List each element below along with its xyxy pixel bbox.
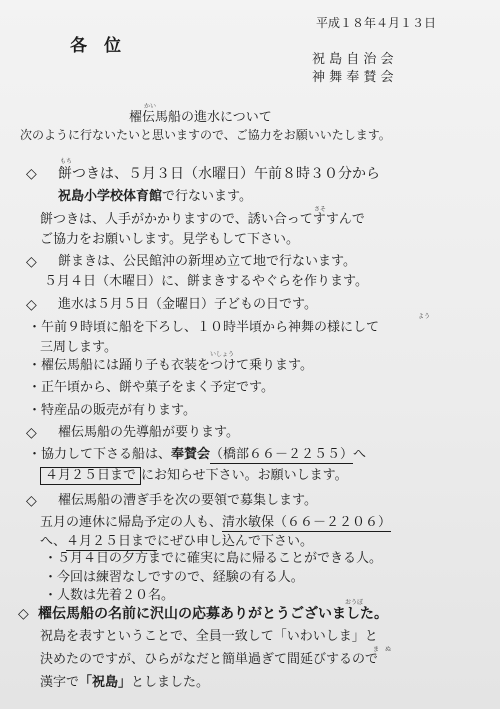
issue-date: 平成１８年４月１３日 bbox=[316, 16, 437, 30]
nu-ruby: ぬ bbox=[385, 646, 392, 653]
contact-hashibe: （橋部６６－２２５５） bbox=[210, 447, 354, 462]
rowers-line-2: へ、４月２５日までにぜひ申し込んで下さい。 bbox=[40, 534, 314, 549]
sender-housankai: 神 舞 奉 賛 会 bbox=[312, 70, 394, 85]
diamond-marker: ◇ bbox=[26, 254, 37, 270]
diamond-marker: ◇ bbox=[18, 606, 29, 622]
rowers-bullet-3: ・人数は先着２０名。 bbox=[44, 588, 175, 603]
launch-bullet-1: ・午前９時頃に船を下ろし、１０時半頃から神舞の様にして bbox=[28, 320, 380, 335]
launch-bullet-2: ・櫂伝馬船には踊り子も衣装をつけて乗ります。 bbox=[28, 358, 313, 373]
mochitsuki-heading: 餅つきは、５月３日（水曜日）午前８時３０分から bbox=[58, 166, 380, 182]
sasoi-ruby: さそ bbox=[314, 206, 327, 213]
deadline-box: ４月２５日まで bbox=[40, 467, 141, 485]
housankai-name: 奉賛会 bbox=[171, 447, 211, 462]
rowers-heading: 櫂伝馬船の漕ぎ手を次の要領で募集します。 bbox=[58, 493, 317, 508]
naming-body-1: 祝島を表すということで、全員一致して「いわいしま」と bbox=[40, 629, 378, 644]
venue-suffix: で行ないます。 bbox=[162, 189, 252, 204]
mochimaki-heading: 餅まきは、公民館沖の新埋め立て地で行ないます。 bbox=[58, 254, 356, 269]
venue-name: 祝島小学校体育館 bbox=[58, 189, 163, 204]
escort-line-1: ・協力して下さる船は、奉賛会（橋部６６－２２５５）へ bbox=[28, 447, 367, 462]
launch-bullet-3: ・正午頃から、餅や菓子をまく予定です。 bbox=[28, 380, 274, 395]
rowers-bullet-2: ・今回は練習なしですので、経験の有る人。 bbox=[44, 570, 304, 585]
launch-bullet-4: ・特産品の販売が有ります。 bbox=[28, 403, 196, 418]
escort-heading: 櫂伝馬船の先導船が要ります。 bbox=[58, 425, 239, 440]
mochitsuki-body-2: ご協力をお願いします。見学もして下さい。 bbox=[40, 232, 299, 247]
sender-jichikai: 祝 島 自 治 会 bbox=[312, 52, 394, 67]
diamond-marker: ◇ bbox=[26, 166, 37, 182]
diamond-marker: ◇ bbox=[26, 297, 37, 313]
name-shukushima: 「祝島」 bbox=[79, 675, 132, 690]
launch-bullet-1-cont: 三周します。 bbox=[40, 340, 117, 355]
intro-text: 次のように行ないたいと思いますので、ご協力をお願いいたします。 bbox=[20, 128, 391, 142]
mochitsuki-venue bbox=[58, 190, 252, 203]
you-ruby: よう bbox=[418, 313, 431, 320]
contact-shimizu: 清水敏保（６６－２２０６） bbox=[222, 515, 392, 530]
diamond-marker: ◇ bbox=[26, 493, 37, 509]
ishou-ruby: いしょう bbox=[210, 351, 235, 358]
oubo-ruby: おうぼ bbox=[345, 599, 364, 606]
page-title: 櫂伝馬船の進水について bbox=[129, 110, 272, 125]
mochitsuki-body-1: 餅つきは、人手がかかりますので、誘い合ってすすんで bbox=[40, 212, 365, 227]
naming-body-2: 決めたのですが、ひらがなだと簡単過ぎて間延びするので bbox=[40, 652, 379, 667]
ma-ruby: ま bbox=[373, 646, 380, 653]
mochimaki-body: ５月４日（木曜日）に、餅まきするやぐらを作ります。 bbox=[44, 274, 368, 289]
rowers-deadline: ４月２５日まで bbox=[66, 534, 158, 549]
rowers-bullet-1: ・５月４日の夕方までに確実に島に帰ることができる人。 bbox=[44, 551, 383, 566]
naming-heading: 櫂伝馬船の名前に沢山の応募ありがとうございました。 bbox=[38, 606, 388, 622]
rowers-line-1: 五月の連休に帰島予定の人も、清水敏保（６６－２２０６） bbox=[40, 515, 392, 530]
naming-body-3: 漢字で「祝島」としました。 bbox=[40, 675, 210, 690]
launch-heading: 進水は５月５日（金曜日）子どもの日です。 bbox=[58, 297, 317, 312]
diamond-marker: ◇ bbox=[26, 425, 37, 441]
title-ruby: かい bbox=[144, 103, 157, 110]
escort-line-2: ４月２５日まで にお知らせ下さい。お願いします。 bbox=[40, 469, 348, 482]
addressee: 各 位 bbox=[70, 36, 121, 56]
mochi-ruby: もち bbox=[60, 158, 73, 165]
